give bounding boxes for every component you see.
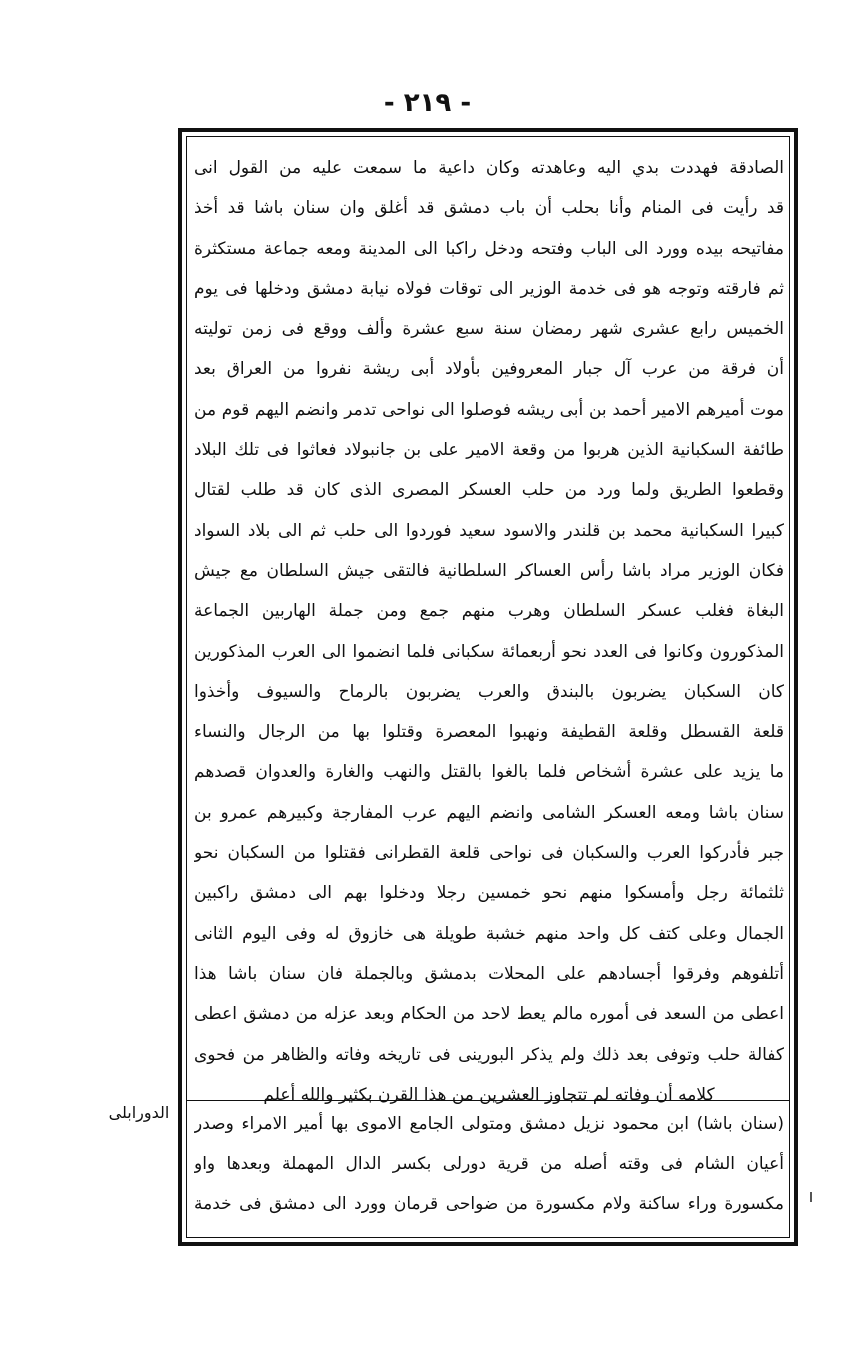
section-divider <box>186 1100 790 1101</box>
biography-line: (سنان باشا) ابن محمود نزيل دمشق ومتولى الجامع الاموى بها أمير الامراء وصدر <box>194 1114 784 1134</box>
text-line: اعطى من السعد فى أموره مالم يعط لاحد من الحكام وبعد عزله من دمشق اعطى <box>194 1004 784 1025</box>
text-line-final: كلامه أن وفاته لم تتجاوز العشرين من هذا القرن بكثير والله أعلم <box>263 1084 715 1105</box>
margin-mark <box>810 1192 812 1202</box>
text-line: فكان الوزير مراد باشا رأس العساكر السلطانية فالتقى جيش السلطان مع جيش <box>194 560 784 581</box>
text-line: ما يزيد على عشرة أشخاص فلما بالغوا بالقتل والنهب والغارة والعدوان قصدهم <box>194 762 784 783</box>
biography-entry <box>194 1104 784 1224</box>
text-line: قد رأيت فى المنام وأنا بحلب أن باب دمشق قد أغلق وان سنان باشا قد أخذ <box>194 198 784 219</box>
main-text-block <box>194 148 784 1115</box>
text-line: أتلفوهم وفرقوا أجسادهم على المحلات بدمشق وبالجملة فان سنان باشا هذا <box>194 963 784 984</box>
text-line: كفالة حلب وتوفى بعد ذلك ولم يذكر البورينى فى تاريخه وفاته والظاهر من فحوى <box>194 1044 784 1065</box>
biography-line: مكسورة وراء ساكنة ولام مكسورة من ضواحى قرمان وورد الى دمشق فى خدمة <box>194 1194 784 1214</box>
page-number: - ٢١٩ - <box>383 88 472 118</box>
text-line: وقطعوا الطريق ولما ورد من حلب العسكر المصرى الذى كان قد طلب لقتال <box>194 480 784 501</box>
margin-note: الدورابلى <box>108 1103 170 1122</box>
biography-line: أعيان الشام فى وقته أصله من قرية دورلى بكسر الدال المهملة وبعدها واو <box>194 1154 784 1174</box>
text-line: البغاة فغلب عسكر السلطان وهرب منهم جمع ومن جملة الهاربين الجماعة <box>194 601 784 622</box>
text-line: موت أميرهم الامير أحمد بن أبى ريشه فوصلوا الى نواحى تدمر وانضم اليهم قوم من <box>194 399 784 420</box>
text-line: قلعة القسطل وقلعة القطيفة ونهبوا المعصرة وقتلوا بها من الرجال والنساء <box>194 722 784 743</box>
text-line: ثلثمائة رجل وأمسكوا منهم نحو خمسين رجلا ودخلوا بهم الى دمشق راكبين <box>194 883 784 904</box>
text-line: كان السكبان يضربون بالبندق والعرب يضربون بالرماح والسيوف وأخذوا <box>194 681 784 702</box>
text-line: الصادقة فهددت بدي اليه وعاهدته وكان داعية ما سمعت عليه من القول انى <box>194 158 784 178</box>
text-line: سنان باشا ومعه العسكر الشامى وانضم اليهم عرب المفارجة وكبيرهم عمرو بن <box>194 802 784 823</box>
text-line: الخميس رابع عشرى شهر رمضان سنة سبع عشرة وألف ووقع فى زمن توليته <box>194 319 784 340</box>
text-line: كبيرا السكبانية محمد بن قلندر والاسود سعيد فوردوا الى حلب ثم الى بلاد السواد <box>194 520 784 541</box>
text-line: المذكورون وكانوا فى العدد نحو أربعمائة سكبانى فلما انضموا الى العرب المذكورين <box>194 641 784 662</box>
text-line: مفاتيحه بيده وورد الى الباب وفتحه ودخل راكبا الى المدينة ومعه جماعة مستكثرة <box>194 238 784 259</box>
text-line: الجمال وعلى كتف كل واحد منهم خشبة طويلة هى خازوق له وفى اليوم الثانى <box>194 923 784 944</box>
text-line: جبر فأدركوا العرب والسكبان فى نواحى قلعة القطرانى فقتلوا من السكبان نحو <box>194 843 784 864</box>
text-line: ثم فارقته وتوجه هو فى خدمة الوزير الى توقات فولاه نيابة دمشق ودخلها فى يوم <box>194 278 784 299</box>
text-line: أن فرقة من عرب آل جبار المعروفين بأولاد أبى ريشة نفروا من العراق بعد <box>194 359 784 380</box>
text-line: طائفة السكبانية الذين هربوا من وقعة الامير على بن جانبولاد فعاثوا فى تلك البلاد <box>194 440 784 461</box>
